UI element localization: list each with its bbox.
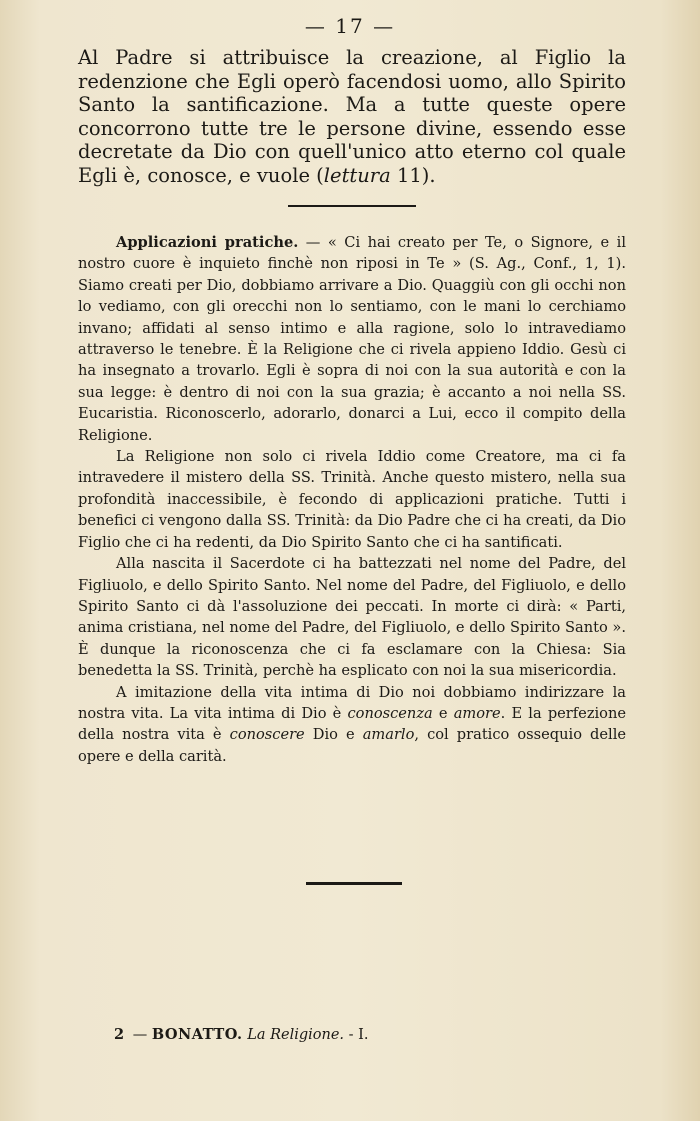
- p4-text-c: . E la perfezione della nostra vita è: [78, 704, 626, 744]
- p4-emphasis-amore: amore: [453, 704, 501, 722]
- signature-mark: 2: [114, 1026, 125, 1043]
- applications-section: [78, 232, 626, 767]
- applications-heading: Applicazioni pratiche.: [116, 234, 299, 251]
- intro-text: Al Padre si attribuisce la creazione, al Figlio la redenzione che Egli operò facendosi uomo, allo Spirito Santo la santificazione. Ma a tutte queste opere concorrono tutte tre le persone divine, essendo esse decretate da Dio con quell'unico atto eterno col quale Egli è, conosce, e vuole (: [78, 46, 626, 187]
- section-divider: [288, 205, 416, 207]
- footer-author: BONATTO.: [151, 1026, 243, 1043]
- p4-emphasis-amarlo: amarlo: [362, 726, 415, 744]
- p4-emphasis-conoscere: conoscere: [229, 726, 305, 744]
- applications-paragraph-2: La Religione non solo ci rivela Iddio come Creatore, ma ci fa intravedere il mistero della SS. Trinità. Anche questo mistero, nella sua profondità inaccessibile, è fecondo di applicazioni pratiche. Tutti i benefici ci vengono dalla SS. Trinità: da Dio Padre che ci ha creati, da Dio Figlio che ci ha redenti, da Dio Spirito Santo che ci ha santificati.: [78, 448, 626, 551]
- footer-volume: - I.: [348, 1027, 369, 1043]
- footer-title: La Religione.: [247, 1027, 345, 1043]
- p4-emphasis-conoscenza: conoscenza: [347, 704, 433, 722]
- page-footer: [114, 1026, 369, 1043]
- applications-p1-text: — « Ci hai creato per Te, o Signore, e il nostro cuore è inquieto finchè non riposi in Te » (S. Ag., Conf., 1, 1). Siamo creati per Dio, dobbiamo arrivare a Dio. Quaggiù con gli occhi non lo vediamo, con gli orecchi non lo sentiamo, con le mani lo cerchiamo invano; affidati al senso intimo e alla ragione, solo lo intravediamo attraverso le tenebre. È la Religione che ci rivela appieno Iddio. Gesù ci ha insegnato a trovarlo. Egli è sopra di noi con la sua autorità e con la sua legge: è dentro di noi con la sua grazia; è accanto a noi nella SS. Eucaristia. Riconoscerlo, adorarlo, donarci a Lui, ecco il compito della Religione.: [78, 234, 626, 444]
- applications-paragraph-3: Alla nascita il Sacerdote ci ha battezzati nel nome del Padre, del Figliuolo, e dello Spirito Santo. Nel nome del Padre, del Figliuolo, e dello Spirito Santo ci dà l'assoluzione dei peccati. In morte ci dirà: « Parti, anima cristiana, nel nome del Padre, del Figliuolo, e dello Spirito Santo ». È dunque la riconoscenza che ci fa esclamare con la Chiesa: Sia benedetta la SS. Trinità, perchè ha esplicato con noi la sua misericordia.: [78, 555, 626, 680]
- intro-paragraph: [78, 46, 626, 188]
- applications-paragraph-4: [78, 682, 626, 768]
- intro-tail: 11).: [390, 163, 436, 187]
- p4-text-e: , col pratico ossequio delle opere e della carità.: [78, 726, 626, 765]
- page-number: — 17 —: [304, 14, 396, 38]
- end-divider: [306, 882, 402, 885]
- p4-text-a: A imitazione della vita intima di Dio noi dobbiamo indirizzare la nostra vita. La vita intima di Dio è: [78, 683, 626, 722]
- p4-text-d: Dio e: [304, 726, 363, 744]
- footer-dash: —: [132, 1027, 148, 1043]
- intro-reference: lettura: [323, 163, 391, 187]
- p4-text-b: e: [432, 704, 454, 722]
- applications-paragraph-1: [78, 232, 626, 446]
